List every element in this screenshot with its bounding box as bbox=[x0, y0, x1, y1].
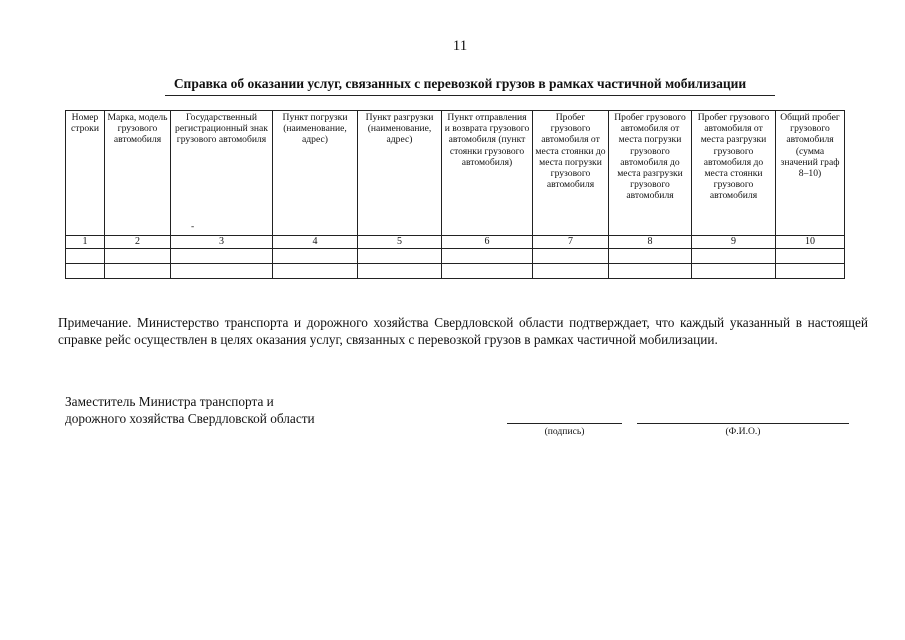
table-cell bbox=[692, 249, 776, 264]
mileage-table bbox=[65, 110, 845, 279]
table-cell bbox=[358, 264, 442, 279]
table-cell bbox=[442, 249, 533, 264]
column-number: 7 bbox=[533, 236, 609, 249]
table-row bbox=[66, 249, 845, 264]
header-cell: Пробег грузового автомобиля от места стоянки до места погрузки грузового автомобиля bbox=[533, 111, 609, 236]
signature-line bbox=[507, 423, 622, 424]
table-header-row bbox=[66, 111, 845, 236]
column-number: 2 bbox=[105, 236, 171, 249]
column-number: 3 bbox=[171, 236, 273, 249]
note-paragraph bbox=[58, 314, 868, 348]
column-number-row bbox=[66, 236, 845, 249]
table-cell bbox=[692, 264, 776, 279]
stray-mark: - bbox=[191, 221, 195, 232]
table-cell bbox=[171, 249, 273, 264]
column-number: 4 bbox=[273, 236, 358, 249]
signer-block bbox=[65, 393, 385, 427]
table-cell bbox=[273, 249, 358, 264]
signer-title-line-2: дорожного хозяйства Свердловской области bbox=[65, 411, 315, 426]
header-cell: Пробег грузового автомобиля от места погрузки грузового автомобиля до места разгрузки грузового автомобиля bbox=[609, 111, 692, 236]
table-cell bbox=[442, 264, 533, 279]
table-cell bbox=[609, 264, 692, 279]
table-cell bbox=[533, 264, 609, 279]
column-number: 5 bbox=[358, 236, 442, 249]
table-cell bbox=[609, 249, 692, 264]
header-cell: Пункт разгрузки (наименование, адрес) bbox=[358, 111, 442, 236]
table-row bbox=[66, 264, 845, 279]
table-cell bbox=[776, 264, 845, 279]
column-number: 10 bbox=[776, 236, 845, 249]
name-line bbox=[637, 423, 849, 424]
header-cell-text: Государственный регистрационный знак грузового автомобиля bbox=[175, 112, 268, 146]
table-cell bbox=[66, 264, 105, 279]
note-text: Примечание. Министерство транспорта и дорожного хозяйства Свердловской области подтверждает, что каждый указанный в настоящей справке рейс осуществлен в целях оказания услуг, связанных с перевозкой грузов в рамках частичной мобилизации. bbox=[58, 315, 868, 347]
title-underline bbox=[165, 95, 775, 96]
document-title: Справка об оказании услуг, связанных с перевозкой грузов в рамках частичной мобилизации bbox=[173, 76, 747, 91]
table-cell bbox=[105, 249, 171, 264]
header-cell: Общий пробег грузового автомобиля (сумма значений граф 8–10) bbox=[776, 111, 845, 236]
header-cell: Пункт погрузки (наименование, адрес) bbox=[273, 111, 358, 236]
table-cell bbox=[533, 249, 609, 264]
signature-caption: (подпись) bbox=[544, 426, 585, 437]
header-cell bbox=[171, 111, 273, 236]
column-number: 8 bbox=[609, 236, 692, 249]
header-cell: Пробег грузового автомобиля от места разгрузки грузового автомобиля до места стоянки грузового автомобиля bbox=[692, 111, 776, 236]
table-cell bbox=[171, 264, 273, 279]
column-number: 9 bbox=[692, 236, 776, 249]
column-number: 1 bbox=[66, 236, 105, 249]
header-cell: Пункт отправления и возврата грузового автомобиля (пункт стоянки грузового автомобиля) bbox=[442, 111, 533, 236]
page-number: 11 bbox=[452, 38, 468, 54]
column-number: 6 bbox=[442, 236, 533, 249]
table-cell bbox=[66, 249, 105, 264]
table-cell bbox=[358, 249, 442, 264]
name-caption: (Ф.И.О.) bbox=[725, 426, 761, 437]
table-cell bbox=[273, 264, 358, 279]
table-cell bbox=[776, 249, 845, 264]
signer-title-line-1: Заместитель Министра транспорта и bbox=[65, 394, 274, 409]
table-cell bbox=[105, 264, 171, 279]
header-cell: Марка, модель грузового автомобиля bbox=[105, 111, 171, 236]
header-cell: Номер строки bbox=[66, 111, 105, 236]
